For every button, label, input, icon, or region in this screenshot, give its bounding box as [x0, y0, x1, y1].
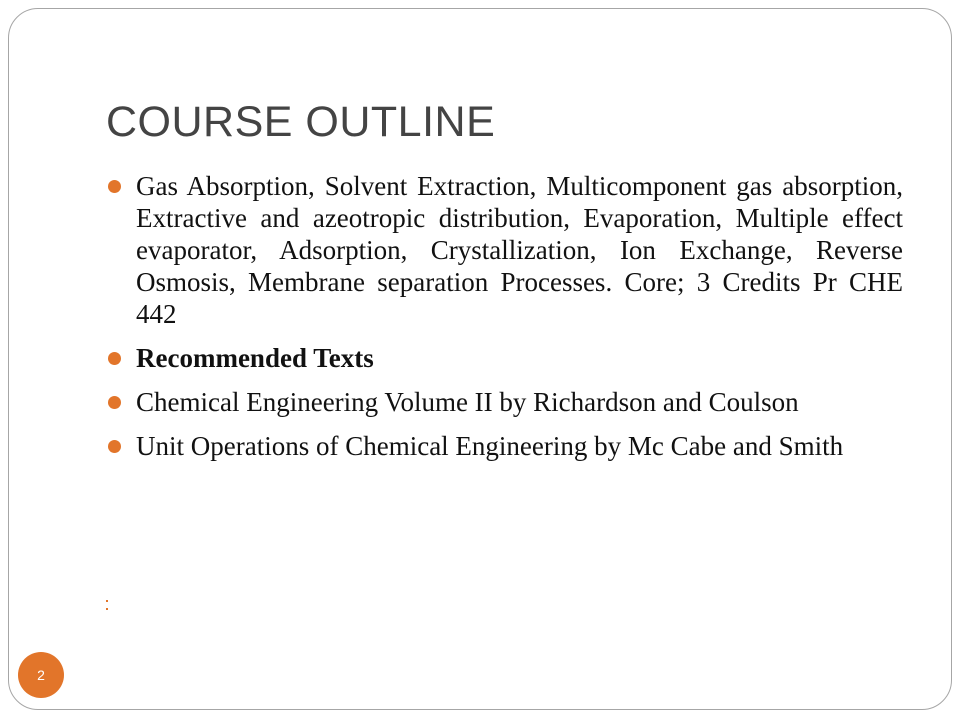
empty-bullet-icon: [106, 600, 108, 602]
bullet-icon: [108, 352, 121, 365]
bullet-text: Unit Operations of Chemical Engineering by Mc Cabe and Smith: [136, 431, 844, 461]
bullet-item-text-richardson-coulson: [108, 386, 903, 418]
bullet-icon: [108, 180, 121, 193]
empty-bullet-markers: [106, 600, 108, 616]
slide-title: COURSE OUTLINE: [106, 98, 496, 146]
bullet-list: [108, 170, 903, 474]
bullet-text: Recommended Texts: [136, 343, 374, 373]
empty-bullet-icon: [106, 608, 108, 610]
bullet-item-course-topics: [108, 170, 903, 330]
bullet-text: Chemical Engineering Volume II by Richardson and Coulson: [136, 387, 799, 417]
bullet-text: Gas Absorption, Solvent Extraction, Multicomponent gas absorption, Extractive and azeotropic distribution, Evaporation, Multiple effect evaporator, Adsorption, Crystallization, Ion Exchange, Reverse Osmosis, Membrane separation Processes. Core; 3 Credits Pr CHE 442: [136, 171, 903, 329]
bullet-icon: [108, 440, 121, 453]
bullet-icon: [108, 396, 121, 409]
bullet-item-text-mccabe-smith: [108, 430, 903, 462]
page-number-badge: 2: [18, 652, 64, 698]
bullet-item-recommended-texts: [108, 342, 903, 374]
